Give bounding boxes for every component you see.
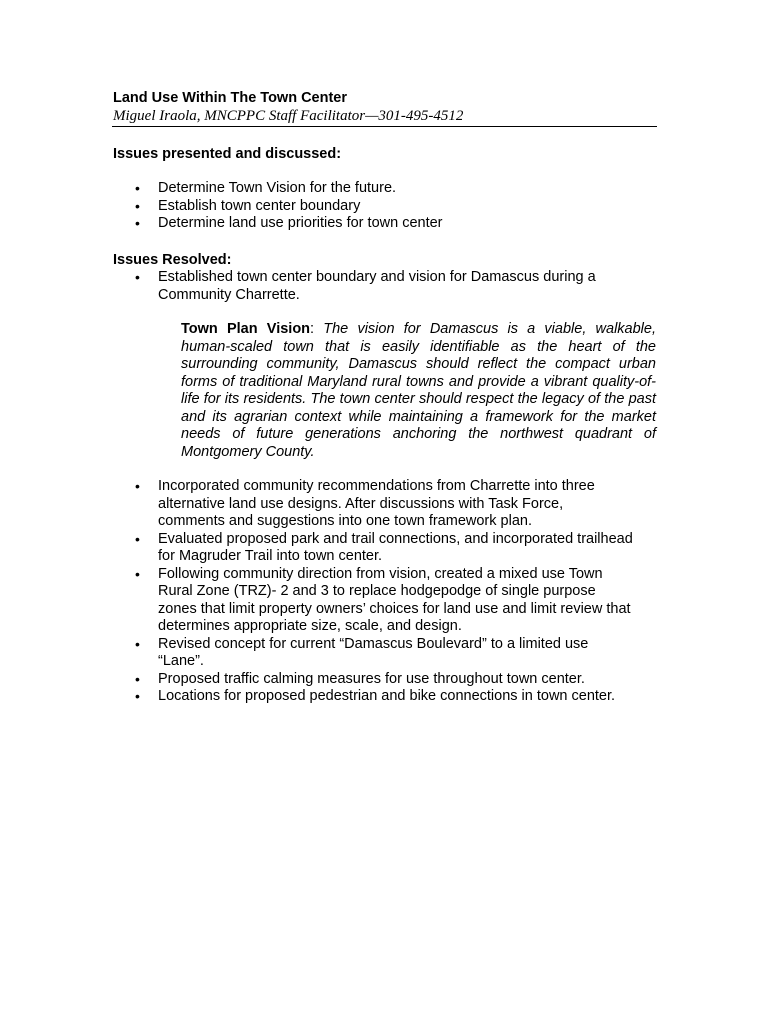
bullet-icon: • <box>135 670 140 687</box>
list-item <box>0 636 633 671</box>
bullet-icon: • <box>135 180 140 196</box>
bullet-icon: • <box>135 635 140 652</box>
list-item-text: Established town center boundary and vision for Damascus during a Community Charrette. <box>158 269 596 303</box>
list-item <box>0 180 633 198</box>
issues-resolved-list <box>0 269 633 304</box>
list-item <box>0 215 633 233</box>
list-item-text: Following community direction from vision, created a mixed use Town Rural Zone (TRZ)- 2 and 3 to replace hodgepodge of single purpose zones that limit property owners’ choices for land use and limit review that determines appropriate size, scale, and design. <box>158 565 631 634</box>
bullet-icon: • <box>135 478 140 494</box>
list-item-text: Proposed traffic calming measures for use throughout town center. <box>158 670 585 687</box>
list-item-text: Revised concept for current “Damascus Boulevard” to a limited use “Lane”. <box>158 635 589 669</box>
list-item <box>0 671 633 689</box>
list-item <box>0 478 633 531</box>
bullet-icon: • <box>135 530 140 547</box>
issues-discussed-list <box>0 180 633 233</box>
list-item-text: Evaluated proposed park and trail connections, and incorporated trailhead for Magruder Trail into town center. <box>158 530 633 564</box>
issues-resolved-heading: Issues Resolved: <box>113 252 232 268</box>
vision-label: Town Plan Vision <box>181 321 311 337</box>
list-item-text: Incorporated community recommendations from Charrette into three alternative land use designs. After discussions with Task Force, comments and suggestions into one town framework plan. <box>158 478 595 529</box>
vision-text: The vision for Damascus is a viable, walkable, human-scaled town that is easily identifiable as the heart of the surrounding community, Damascus should reflect the compact urban forms of traditional Maryland rural towns and provide a vibrant quality-of-life for its residents. The town center should respect the legacy of the past and its agrarian context while maintaining a framework for the market needs of future generations anchoring the northwest quadrant of Montgomery County. <box>181 321 656 460</box>
header-divider <box>112 126 657 127</box>
bullet-icon: • <box>135 688 140 704</box>
bullet-icon: • <box>135 215 140 231</box>
list-item-text: Establish town center boundary <box>158 197 361 214</box>
list-item <box>0 269 633 304</box>
list-item <box>0 531 633 566</box>
list-item-text: Determine land use priorities for town center <box>158 215 443 231</box>
document-title: Land Use Within The Town Center <box>113 90 348 106</box>
list-item-text: Locations for proposed pedestrian and bike connections in town center. <box>158 688 616 704</box>
list-item <box>0 566 633 636</box>
bullet-icon: • <box>135 197 140 214</box>
bullet-icon: • <box>135 565 140 582</box>
issues-resolved-list-continued <box>0 478 633 706</box>
town-plan-vision <box>181 321 656 461</box>
bullet-icon: • <box>135 269 140 285</box>
list-item <box>0 198 633 216</box>
list-item-text: Determine Town Vision for the future. <box>158 180 397 196</box>
author-byline: Miguel Iraola, MNCPPC Staff Facilitator—301-495-4512 <box>113 108 464 124</box>
vision-separator: : <box>310 321 324 337</box>
list-item <box>0 688 633 706</box>
issues-discussed-heading: Issues presented and discussed: <box>113 146 342 162</box>
